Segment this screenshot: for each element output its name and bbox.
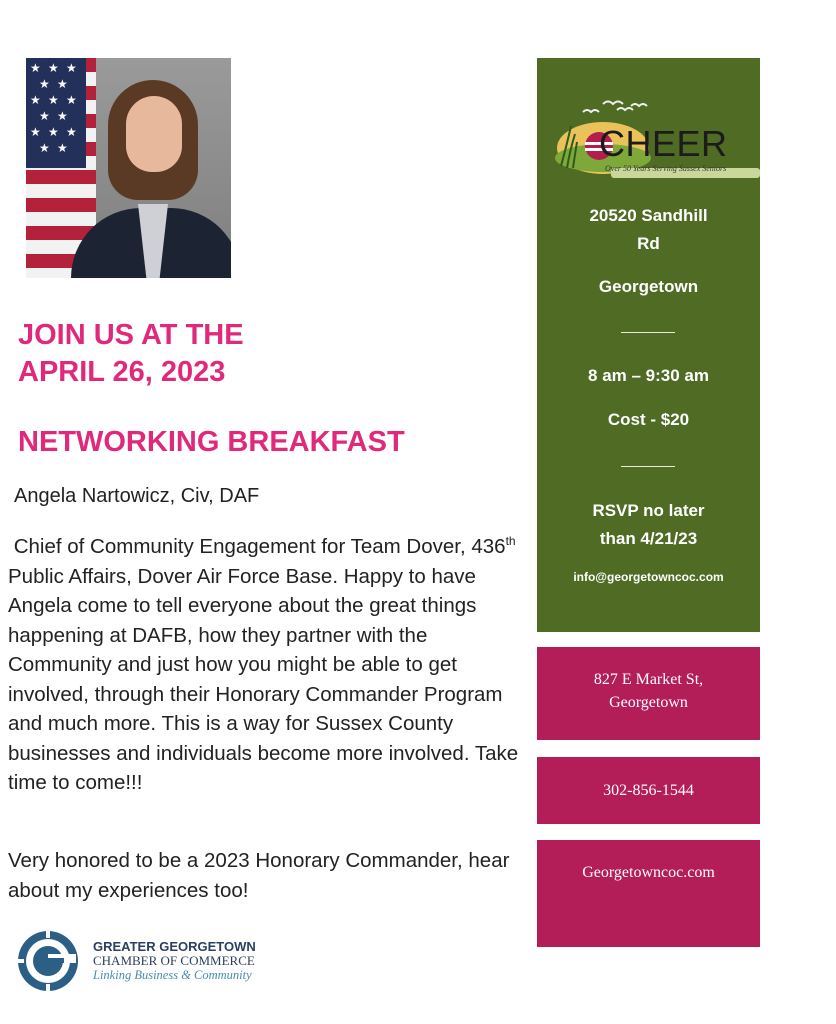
chamber-g-logo-icon: [12, 930, 84, 992]
speaker-name: Angela Nartowicz, Civ, DAF: [14, 485, 260, 507]
rsvp-email[interactable]: info@georgetowncoc.com: [573, 570, 724, 584]
chamber-website[interactable]: Georgetowncoc.com: [582, 864, 715, 881]
headline-join-us: JOIN US AT THE: [18, 319, 244, 351]
flag-icon: ★ ★ ★ ★ ★ ★ ★ ★ ★ ★ ★ ★ ★ ★ ★: [26, 58, 96, 278]
chamber-name: GREATER GEORGETOWN CHAMBER OF COMMERCE Linking Business & Community: [93, 939, 256, 982]
headline-event: NETWORKING BREAKFAST: [18, 426, 405, 458]
divider: [621, 466, 675, 467]
event-time: 8 am – 9:30 am: [588, 366, 709, 385]
chamber-address-box: [537, 647, 760, 740]
chamber-website-box: [537, 840, 760, 947]
venue-city: Georgetown: [598, 277, 699, 296]
chamber-phone[interactable]: 302-856-1544: [603, 782, 694, 799]
venue-panel: [537, 58, 760, 632]
headline-date: APRIL 26, 2023: [18, 356, 226, 388]
event-description: Chief of Community Engagement for Team Dover, 436th Public Affairs, Dover Air Force Base. Happy to have Angela come to tell everyone about the great things happening at DAFB, how they partner with the Community and just how you might be able to get involved, through their Honorary Commander Program and much more. This is a way for Sussex County businesses and individuals become more involved. Take time to come!!!: [8, 534, 519, 794]
rsvp-deadline: RSVP no later than 4/21/23: [592, 501, 705, 548]
honor-text: Very honored to be a 2023 Honorary Commander, hear about my experiences too!: [8, 849, 510, 902]
chamber-phone-box: [537, 757, 760, 824]
event-cost: Cost - $20: [607, 410, 690, 429]
cheer-logo-tagline: Over 50 Years Serving Sussex Seniors: [605, 164, 727, 173]
speaker-photo: [26, 58, 231, 278]
venue-address: 20520 Sandhill Rd: [589, 206, 708, 253]
chamber-address-line1: 827 E Market St,: [593, 671, 704, 688]
chamber-address-line2: Georgetown: [609, 694, 688, 711]
cheer-logo-text: CHEER: [599, 123, 728, 164]
divider: [621, 332, 675, 333]
